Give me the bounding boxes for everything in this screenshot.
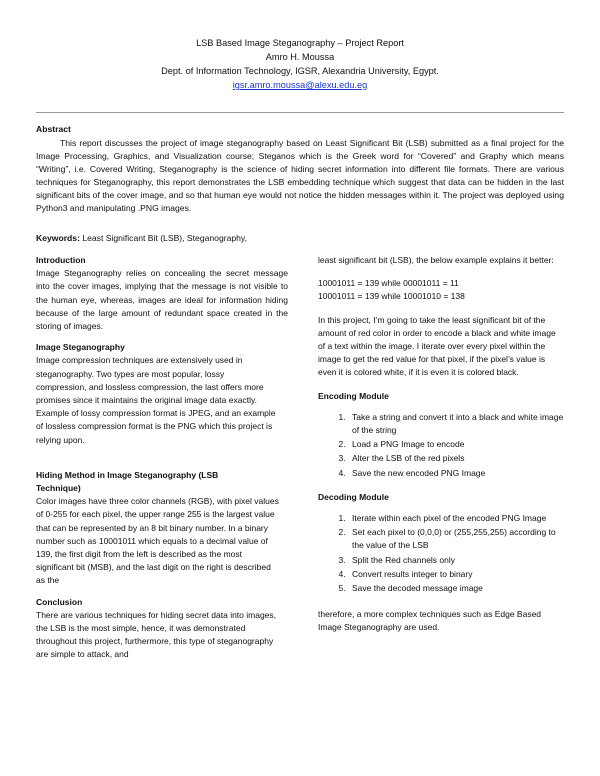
conclusion-heading: Conclusion [36,596,83,607]
list-item: 5. Save the decoded message image [348,582,564,595]
image-steganography-heading: Image Steganography [36,342,125,353]
introduction-heading: Introduction [36,255,86,265]
list-item: 2. Set each pixel to (0,0,0) or (255,255,255) according to the value of the LSB [348,526,564,552]
abstract-body: This report discusses the project of image steganography based on Least Significant Bit (LSB) submitted as a final project for the Image Processing, Graphics, and Visualization course; Steganos which is the Greek word for “Covered” and Graphy which means “Writing”, i.e. Covered Writing, Steganography is the science of hiding secret information into different file formats. There are various techniques for Steganography, this report demonstrates the LSB embedding technique which suggest that data can be hidden in the last significant bits of the cover image, and so that human eye would not notice the hidden messages within it. The project was deployed using Python3 and manipulating .PNG images. [36,138,564,213]
keywords-line [36,232,564,245]
list-item: 3. Split the Red channels only [348,554,564,567]
conclusion-body: There are various techniques for hiding secret data into images, the LSB is the most simple, hence, it was demonstrated throughout this project, furthermore, this type of steganography are simple to attack, and [36,609,277,660]
encoding-module-heading: Encoding Module [318,390,389,401]
keywords-text: Least Significant Bit (LSB), Steganography, [82,233,247,243]
hiding-method-body: Color images have three color channels (RGB), with pixel values of 0-255 for each pixel, the upper range 255 is the largest value that can be represented by an 8 bit binary number. In a binary number such as 10001011 which equals to a decimal value of 139, the first digit from the left is described as the most significant bit (MSB), and the last digit on the right is described as the [36,496,279,586]
list-item: 1. Take a string and convert it into a black and white image of the string [348,411,564,437]
introduction-body: Image Steganography relies on concealing the secret message into the cover images, implying that the message is not visible to the human eye, whereas, images are ideal for information hiding because of the large amount of redundant space created in the storing of images. [36,268,288,332]
abstract-section [36,123,564,215]
header-divider [36,112,564,113]
author-affiliation: Dept. of Information Technology, IGSR, Alexandria University, Egypt. [161,66,439,76]
author-email-link[interactable]: igsr.amro.moussa@alexu.edu.eg [232,80,368,90]
author-name: Amro H. Moussa [265,52,335,62]
encoding-steps-list [318,411,564,480]
project-description: In this project, I’m going to take the least significant bit of the amount of red color in order to encode a black and white image of a text within the image. I iterate over every pixel within the image to get the red value for that pixel, if the pixel’s value is even it is colored white, if it is even it is colored black. [318,314,556,378]
closing-text: therefore, a more complex techniques such as Edge Based Image Steganography are used. [318,609,542,633]
list-item: 1. Iterate within each pixel of the encoded PNG Image [348,512,564,525]
list-item: 4. Save the new encoded PNG Image [348,467,564,480]
decoding-module-heading: Decoding Module [318,491,389,502]
keywords-label: Keywords: [36,233,80,243]
right-column [318,254,564,635]
image-steganography-body: Image compression techniques are extensively used in steganography. Two types are most popular, lossy compression, and lossless compression, the last offers more promises since it maintains the original image data exactly. Example of lossy compression format is JPEG, and an example of lossless compression format is the PNG which this project is relying upon. [36,355,276,445]
list-item: 3. Alter the LSB of the red pixels [348,452,564,465]
lsb-continuation-text: least significant bit (LSB), the below example explains it better: [318,255,554,265]
example-line-2: 10001011 = 139 while 10001010 = 138 [318,291,465,302]
hiding-method-heading: Hiding Method in Image Steganography (LSB Technique) [36,469,219,494]
decoding-steps-list [318,512,564,595]
list-item: 4. Convert results integer to binary [348,568,564,581]
left-column [36,254,288,662]
list-item: 2. Load a PNG Image to encode [348,438,564,451]
paper-title: LSB Based Image Steganography – Project Report [196,38,404,48]
example-line-1: 10001011 = 139 while 00001011 = 11 [318,278,459,289]
abstract-heading: Abstract [36,124,71,134]
paper-header [0,36,600,92]
